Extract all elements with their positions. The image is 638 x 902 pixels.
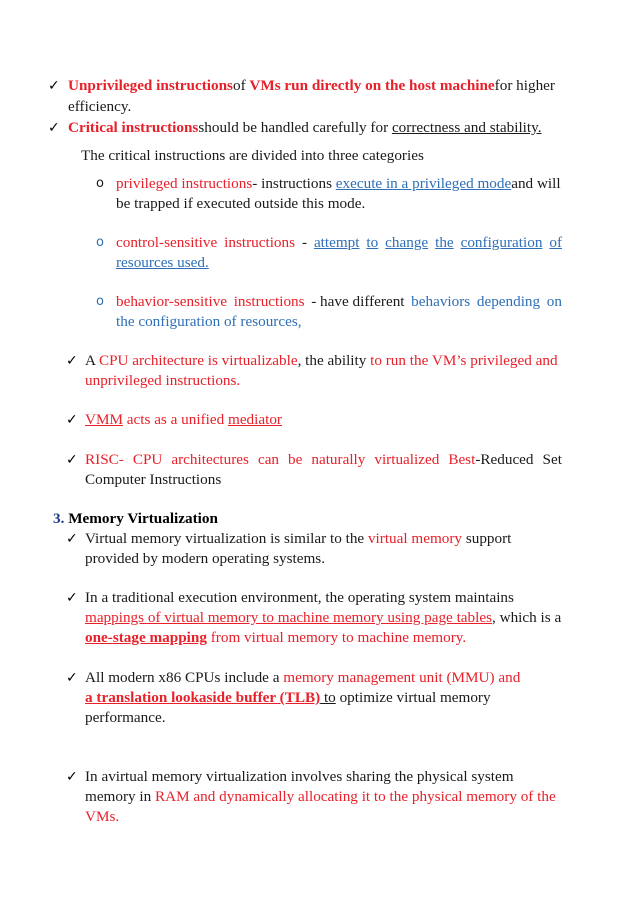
term: one-stage mapping: [85, 629, 207, 646]
risc-line-2: [85, 470, 221, 490]
hollow-circle-bullet-icon: o: [96, 176, 104, 191]
section-number: 3.: [53, 510, 65, 527]
link-text: to: [366, 234, 379, 251]
hollow-circle-bullet-icon: o: [96, 294, 104, 309]
category-privileged-2: [116, 194, 365, 214]
link-text: resources used.: [116, 254, 209, 271]
section-title: Memory Virtualization: [68, 510, 218, 527]
term-unprivileged: Unprivileged instructions: [68, 77, 233, 94]
text: Computer Instructions: [85, 471, 222, 488]
term: privileged instructions: [116, 175, 253, 192]
term: Best: [448, 451, 476, 468]
memory-line-2: [85, 588, 514, 608]
term: depending: [476, 293, 541, 310]
text: performance.: [85, 709, 166, 726]
category-privileged: [116, 174, 561, 194]
link-text: configuration: [460, 234, 543, 251]
term: instructions: [224, 234, 296, 251]
unprivileged-line-2: [68, 97, 131, 117]
categories-intro: [81, 146, 424, 166]
link-text: execute in a privileged mode: [335, 175, 512, 192]
term: architectures: [171, 451, 249, 468]
text: efficiency.: [68, 98, 132, 115]
category-behavior-2: [116, 312, 302, 332]
memory-line-3: [85, 668, 520, 688]
check-mark-icon: ✓: [66, 353, 78, 369]
text: of: [232, 77, 250, 94]
check-mark-icon: ✓: [66, 769, 78, 785]
memory-line-3b: [85, 688, 491, 708]
text: All modern x86 CPUs include a: [85, 669, 284, 686]
term: acts as a unified: [122, 411, 228, 428]
term-host: VMs run directly on the host machine: [249, 77, 495, 94]
check-mark-icon: ✓: [66, 412, 78, 428]
text: A: [85, 352, 99, 369]
text: Virtual memory virtualization is similar to the: [85, 530, 368, 547]
term: can: [257, 451, 280, 468]
term: from virtual memory to machine memory.: [206, 629, 467, 646]
term: behavior-sensitive: [116, 293, 228, 310]
check-mark-icon: ✓: [48, 120, 60, 136]
term: be: [288, 451, 303, 468]
category-control-2: [116, 253, 209, 273]
check-mark-icon: ✓: [66, 531, 78, 547]
text: In a traditional execution environment, the operating system maintains: [85, 589, 514, 606]
term: the configuration of resources,: [116, 313, 302, 330]
text: The critical instructions are divided into three categories: [81, 147, 424, 164]
term: VMs.: [85, 808, 120, 825]
hollow-circle-bullet-icon: o: [96, 235, 104, 250]
text: - have different: [311, 293, 405, 310]
term: virtualized: [374, 451, 440, 468]
term: unprivileged instructions.: [85, 372, 241, 389]
text: In avirtual memory virtualization involves sharing the physical system: [85, 768, 514, 785]
term: behaviors: [411, 293, 471, 310]
link-text: of: [549, 234, 562, 251]
memory-line-1: [85, 529, 511, 549]
check-mark-icon: ✓: [48, 78, 60, 94]
text: optimize virtual memory: [335, 689, 491, 706]
term: CPU architecture is virtualizable: [98, 352, 298, 369]
link-text: attempt: [313, 234, 360, 251]
text: to: [320, 689, 336, 706]
check-mark-icon: ✓: [66, 670, 78, 686]
text: Set: [542, 451, 562, 468]
text: , the ability: [297, 352, 371, 369]
term: mediator: [228, 411, 282, 428]
cpu-virtualizable-line: [85, 351, 558, 371]
term: on: [546, 293, 562, 310]
text: - instructions: [252, 175, 336, 192]
underlined-text: correctness and stability.: [391, 119, 542, 136]
memory-line-2b: [85, 608, 561, 628]
text: should be handled carefully for: [198, 119, 392, 136]
memory-line-1b: [85, 549, 325, 569]
text: -: [301, 234, 308, 251]
term: a translation lookaside buffer (TLB): [85, 689, 321, 706]
memory-line-4c: [85, 807, 119, 827]
risc-line: [85, 450, 562, 470]
cpu-virtualizable-line-2: [85, 371, 240, 391]
check-mark-icon: ✓: [66, 452, 78, 468]
term: VMM: [85, 411, 123, 428]
check-mark-icon: ✓: [66, 590, 78, 606]
text: provided by modern operating systems.: [85, 550, 326, 567]
term: naturally: [311, 451, 366, 468]
text: -Reduced: [475, 451, 534, 468]
category-control: [116, 233, 562, 253]
term: memory management unit (MMU) and: [283, 669, 521, 686]
unprivileged-line: [68, 76, 555, 96]
term: to run the VM’s privileged and: [370, 352, 558, 369]
link-text: change: [385, 234, 429, 251]
term: RAM and dynamically allocating it to the physical memory of the: [155, 788, 556, 805]
term-critical: Critical instructions: [68, 119, 199, 136]
text: for higher: [494, 77, 555, 94]
memory-line-2c: [85, 628, 466, 648]
term: control-sensitive: [116, 234, 218, 251]
critical-line: [68, 118, 542, 138]
category-behavior: [116, 292, 562, 312]
text: , which is a: [492, 609, 562, 626]
term: RISC-: [85, 451, 124, 468]
section-heading: [53, 509, 218, 529]
term: virtual memory: [367, 530, 463, 547]
vmm-line: [85, 410, 282, 430]
text: support: [462, 530, 512, 547]
memory-line-4: [85, 767, 514, 787]
term: CPU: [132, 451, 163, 468]
term: instructions: [233, 293, 305, 310]
text: memory in: [85, 788, 156, 805]
text: and will: [511, 175, 561, 192]
memory-line-4b: [85, 787, 556, 807]
memory-line-3c: [85, 708, 166, 728]
term: mappings of virtual memory to machine memory using page tables: [85, 609, 493, 626]
link-text: the: [435, 234, 454, 251]
text: be trapped if executed outside this mode.: [116, 195, 366, 212]
